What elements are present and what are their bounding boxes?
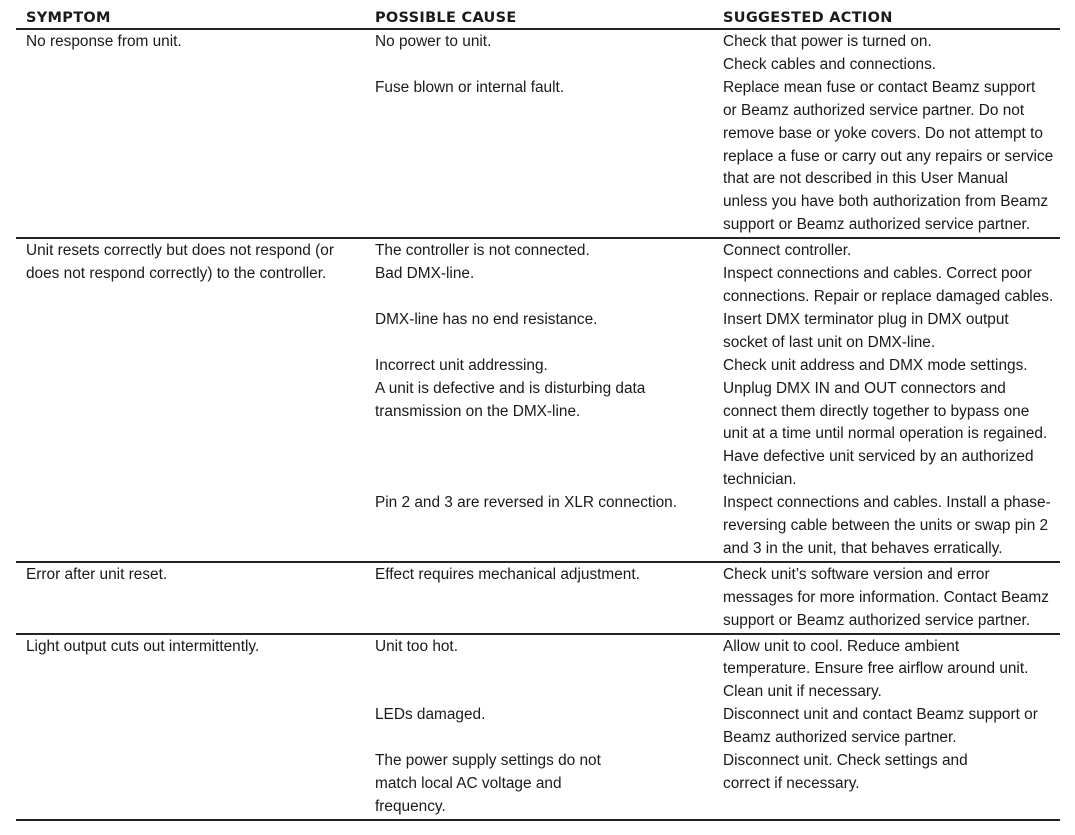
action-cell: Check unit address and DMX mode settings.	[723, 356, 1028, 374]
cause-action-pair	[365, 355, 1060, 378]
cause-cell: No power to unit.	[375, 33, 492, 50]
action-cell: Inspect connections and cables. Install a phase- reversing cable between the units or swap pin 2 and 3 in the unit, that behaves erratically.	[723, 494, 1051, 557]
cause-cell: DMX-line has no end resistance.	[375, 310, 598, 328]
cause-action-pair	[365, 635, 1060, 705]
cause-cell: Incorrect unit addressing.	[375, 356, 548, 374]
cause-action-pair	[365, 492, 1060, 561]
action-cell: Check that power is turned on. Check cables and connections.	[723, 33, 937, 73]
cause-action-pair	[365, 563, 1060, 633]
table-row	[16, 30, 1060, 239]
symptom-cell: Error after unit reset.	[26, 565, 168, 583]
cause-cell: The power supply settings do not match local AC voltage and frequency.	[375, 752, 601, 815]
table-row	[16, 563, 1060, 635]
cause-cell: The controller is not connected.	[375, 242, 590, 260]
cause-action-pair	[365, 30, 1060, 77]
cause-cell: Unit too hot.	[375, 637, 458, 655]
action-cell: Disconnect unit and contact Beamz support or Beamz authorized service partner.	[723, 706, 1038, 747]
cause-action-list	[365, 30, 1060, 237]
action-cell: Connect controller.	[723, 242, 852, 260]
troubleshooting-table	[16, 6, 1060, 821]
cause-action-pair	[365, 239, 1060, 263]
cause-action-pair	[365, 309, 1060, 355]
action-cell: Replace mean fuse or contact Beamz support or Beamz authorized service partner. Do not remove base or yoke covers. Do not attempt to replace a fuse or carry out any repairs or service that are not described in this User Manual unless you have both authorization from Beamz support or Beamz authorized service partner.	[723, 78, 1054, 234]
cause-cell: Pin 2 and 3 are reversed in XLR connection.	[375, 494, 678, 512]
table-header	[16, 6, 1060, 30]
header-symptom: SYMPTOM	[26, 10, 111, 26]
symptom-cell: No response from unit.	[26, 33, 182, 50]
cause-action-pair	[365, 750, 1060, 819]
action-cell: Disconnect unit. Check settings and correct if necessary.	[723, 752, 968, 792]
symptom-cell: Light output cuts out intermittently.	[26, 637, 260, 655]
header-possible-cause: POSSIBLE CAUSE	[375, 10, 517, 26]
cause-action-list	[365, 239, 1060, 561]
cause-action-list	[365, 563, 1060, 633]
symptom-cell: Unit resets correctly but does not respond (or does not respond correctly) to the controller.	[26, 242, 334, 283]
cause-action-pair	[365, 77, 1060, 237]
action-cell: Inspect connections and cables. Correct poor connections. Repair or replace damaged cables.	[723, 265, 1054, 305]
cause-cell: Effect requires mechanical adjustment.	[375, 565, 640, 583]
cause-action-list	[365, 635, 1060, 819]
cause-cell: Fuse blown or internal fault.	[375, 78, 565, 96]
header-suggested-action: SUGGESTED ACTION	[723, 10, 893, 26]
action-cell: Unplug DMX IN and OUT connectors and connect them directly together to bypass one unit at a time until normal operation is regained. Have defective unit serviced by an authorized technician.	[723, 379, 1048, 489]
cause-cell: Bad DMX-line.	[375, 265, 475, 283]
action-cell: Allow unit to cool. Reduce ambient temperature. Ensure free airflow around unit. Clean unit if necessary.	[723, 637, 1029, 701]
cause-action-pair	[365, 378, 1060, 493]
table-row	[16, 239, 1060, 563]
cause-cell: A unit is defective and is disturbing data transmission on the DMX-line.	[375, 379, 646, 420]
action-cell: Insert DMX terminator plug in DMX output socket of last unit on DMX-line.	[723, 310, 1009, 351]
cause-cell: LEDs damaged.	[375, 706, 486, 724]
table-row	[16, 635, 1060, 821]
cause-action-pair	[365, 704, 1060, 750]
action-cell: Check unit’s software version and error messages for more information. Contact Beamz support or Beamz authorized service partner.	[723, 565, 1049, 629]
cause-action-pair	[365, 263, 1060, 309]
